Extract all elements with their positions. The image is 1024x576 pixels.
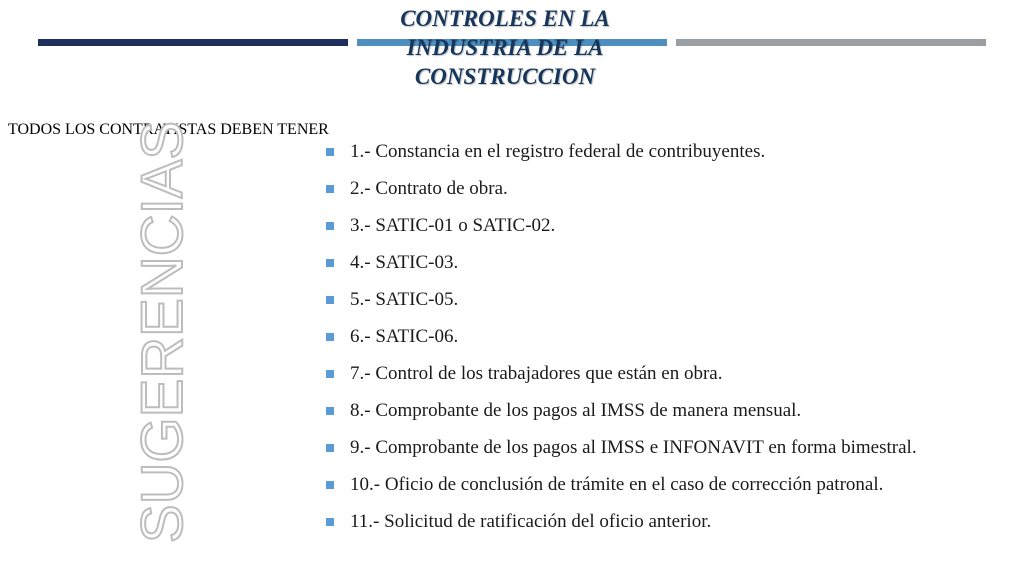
vertical-heading: SUGERENCIAS <box>130 120 195 544</box>
square-bullet-icon <box>326 333 334 341</box>
square-bullet-icon <box>326 481 334 489</box>
list-item-text: 10.- Oficio de conclusión de trámite en el caso de corrección patronal. <box>350 473 884 495</box>
square-bullet-icon <box>326 185 334 193</box>
list-item <box>326 392 917 429</box>
title-line: CONSTRUCCION <box>414 64 596 89</box>
square-bullet-icon <box>326 148 334 156</box>
list-item <box>326 170 917 207</box>
list-item-text: 3.- SATIC-01 o SATIC-02. <box>350 214 556 236</box>
title-line: CONTROLES EN LA <box>400 6 610 31</box>
title-line: INDUSTRIA DE LA <box>406 35 604 60</box>
square-bullet-icon <box>326 444 334 452</box>
header-bar-left <box>38 39 348 46</box>
square-bullet-icon <box>326 222 334 230</box>
square-bullet-icon <box>326 370 334 378</box>
list-item-text: 4.- SATIC-03. <box>350 251 459 273</box>
list-item <box>326 244 917 281</box>
list-item <box>326 207 917 244</box>
list-item <box>326 466 917 503</box>
square-bullet-icon <box>326 518 334 526</box>
list-item-text: 1.- Constancia en el registro federal de contribuyentes. <box>350 140 766 162</box>
square-bullet-icon <box>326 407 334 415</box>
requirements-list <box>326 133 917 540</box>
list-item-text: 8.- Comprobante de los pagos al IMSS de manera mensual. <box>350 399 802 421</box>
list-item <box>326 503 917 540</box>
header-bar-right <box>676 39 986 46</box>
list-item <box>326 318 917 355</box>
list-item <box>326 281 917 318</box>
list-item-text: 2.- Contrato de obra. <box>350 177 508 199</box>
list-item-text: 7.- Control de los trabajadores que están en obra. <box>350 362 723 384</box>
list-item-text: 5.- SATIC-05. <box>350 288 459 310</box>
list-item <box>326 133 917 170</box>
list-item-text: 6.- SATIC-06. <box>350 325 459 347</box>
square-bullet-icon <box>326 259 334 267</box>
list-item <box>326 429 917 466</box>
list-item-text: 9.- Comprobante de los pagos al IMSS e INFONAVIT en forma bimestral. <box>350 436 917 458</box>
slide-title <box>350 4 660 91</box>
list-item-text: 11.- Solicitud de ratificación del oficio anterior. <box>350 510 712 532</box>
square-bullet-icon <box>326 296 334 304</box>
list-item <box>326 355 917 392</box>
subtitle: TODOS LOS CONTRATISTAS DEBEN TENER <box>8 121 329 138</box>
